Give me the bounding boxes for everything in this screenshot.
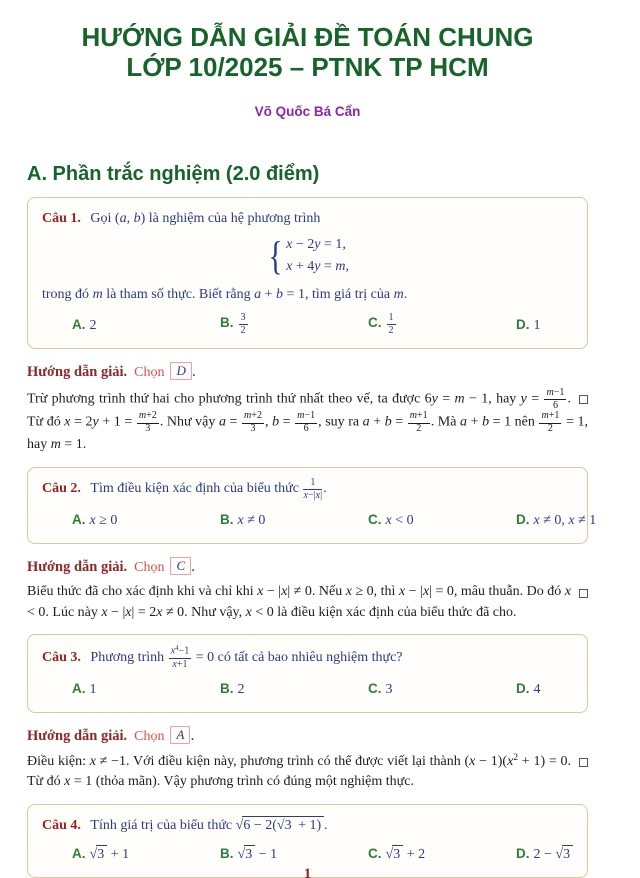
answer-option <box>72 315 220 336</box>
answer-option <box>368 313 516 337</box>
math-variable: a <box>119 211 127 227</box>
chosen-suffix: . <box>191 363 196 381</box>
math-sqrt: √6 − 2(√3 + 1) <box>236 816 325 833</box>
page-number: 1 <box>303 866 312 878</box>
option-value <box>386 311 397 336</box>
answer-option <box>72 844 220 865</box>
system-equation: x + 4y = m, <box>286 259 350 274</box>
solution-heading: Hướng dẫn giải. <box>27 364 128 381</box>
qed-square <box>579 395 588 404</box>
solution-text: Điều kiện: x ≠ −1. Với điều kiện này, phương trình có thể được viết lại thành $(x - 1)(x^2 + 1) = 0$. Từ đó x = 1 (thỏa mãn). Vậy phương trình có đúng một nghiệm thực. <box>27 751 588 793</box>
math-fraction: $\frac{1}{2}$ <box>388 311 394 336</box>
chosen-answer-box: A <box>170 726 190 744</box>
solution-heading: Hướng dẫn giải. <box>27 558 128 575</box>
answer-option <box>368 510 516 531</box>
math-variable: a <box>362 414 370 430</box>
math-fraction: $\frac{m+2}{3}$ <box>243 410 262 435</box>
chosen-answer-box: D <box>170 362 191 380</box>
math-variable: x <box>245 604 252 620</box>
math-variable: y <box>520 391 527 407</box>
option-letter: C. <box>368 680 382 696</box>
math-variable: x <box>507 753 514 769</box>
option-value: x ≠ 0 <box>237 512 266 528</box>
math-variable: a <box>460 414 468 430</box>
answer-option <box>516 510 596 531</box>
qed-square <box>579 758 588 767</box>
math-variable: y <box>431 391 438 407</box>
option-value: 2 <box>237 681 245 697</box>
math-sqrt: √3 <box>277 816 295 833</box>
math-variable: a <box>218 414 226 430</box>
math-variable: m <box>546 386 554 398</box>
answer-option <box>72 510 220 531</box>
answer-options <box>42 679 573 700</box>
chosen-label: Chọn <box>134 365 165 381</box>
page-title-line1: HƯỚNG DẪN GIẢI ĐỀ TOÁN CHUNG <box>81 22 534 52</box>
math-variable: x <box>89 753 96 769</box>
math-variable: x <box>101 604 108 620</box>
option-value: √3 + 2 <box>385 847 426 863</box>
option-letter: A. <box>72 846 86 862</box>
math-variable: x <box>170 645 176 657</box>
qed-square <box>579 589 588 598</box>
answer-option <box>516 679 573 700</box>
math-variable: b <box>482 414 490 430</box>
math-variable: m <box>92 286 103 302</box>
answer-option <box>220 679 368 700</box>
math-variable: x <box>398 584 406 599</box>
math-variable: x <box>315 489 321 501</box>
option-value: 4 <box>533 681 541 697</box>
question-box <box>27 197 588 349</box>
math-variable: x <box>286 259 293 274</box>
solution-text: Trừ phương trình thứ hai cho phương trình thứ nhất theo vế, ta được 6y = m − 1, hay y = $\frac{m-1}{6}$ . Từ đó x = 2y + 1 = $\frac{m+2}{3}$ . Như vậy a = $\frac{m+2}{3}$ , b = $\frac{m-1}{6}$ , suy ra a + b = $\frac{m+1}{2}$ . Mà a + b = 1 nên $\frac{m+1}{2}$ = 1, hay m = 1. <box>27 386 588 453</box>
math-fraction: $\frac{m-1}{6}$ <box>297 410 316 435</box>
math-variable: x <box>385 512 392 528</box>
equation-system <box>42 234 573 277</box>
answer-options <box>42 510 597 531</box>
solution-block <box>27 724 588 793</box>
chosen-label: Chọn <box>134 559 165 575</box>
option-letter: D. <box>516 317 530 333</box>
option-letter: A. <box>72 680 86 696</box>
answer-options <box>42 313 573 337</box>
solution-block <box>27 360 588 456</box>
math-variable: m <box>541 410 549 422</box>
math-fraction: $\frac{m+2}{3}$ <box>138 410 157 435</box>
option-letter: B. <box>220 680 234 696</box>
chosen-answer-box: C <box>170 557 191 575</box>
option-value: x ≠ 0, x ≠ 1 <box>533 512 597 528</box>
solution-block <box>27 555 588 624</box>
math-variable: a <box>254 286 262 302</box>
answer-option <box>72 679 220 700</box>
question-text: Gọi (a, b) là nghiệm của hệ phương trình <box>90 211 321 227</box>
answer-option <box>368 844 516 865</box>
option-letter: C. <box>368 511 382 527</box>
question-box <box>27 467 597 544</box>
math-superscript: 4 <box>175 645 179 653</box>
option-value: 2 <box>89 318 97 334</box>
solution-text: Biểu thức đã cho xác định khi và chỉ khi x − |x| ≠ 0. Nếu x ≥ 0, thì x − |x| = 0, mâu thuẫn. Do đó x < 0. Lúc này x − |x| = 2x ≠ 0. Như vậy, x < 0 là điều kiện xác định của biểu thức đã cho. <box>27 582 588 623</box>
answer-option <box>516 844 573 865</box>
option-letter: C. <box>368 846 382 862</box>
system-lines <box>286 234 349 277</box>
math-variable: m <box>243 410 252 422</box>
math-variable: x <box>64 774 71 790</box>
question-box <box>27 634 588 712</box>
math-variable: x <box>64 414 71 430</box>
page-title <box>27 22 588 82</box>
option-value: 2 − √3 <box>534 845 574 862</box>
math-variable: x <box>533 512 540 528</box>
math-variable: x <box>281 584 288 599</box>
answer-option <box>368 679 516 700</box>
math-variable: m <box>454 391 465 407</box>
math-variable: m <box>393 286 404 302</box>
math-variable: x <box>156 604 163 620</box>
question-label: Câu 2. <box>42 481 85 497</box>
option-letter: D. <box>516 511 530 527</box>
math-variable: x <box>568 512 575 528</box>
math-sqrt: √3 <box>90 845 108 862</box>
chosen-suffix: . <box>191 557 196 575</box>
math-fraction: $\frac{x^4-1}{x+1}$ <box>170 645 190 670</box>
math-variable: y <box>92 414 99 430</box>
option-letter: D. <box>516 846 530 862</box>
answer-options <box>42 844 573 865</box>
math-variable: b <box>272 414 280 430</box>
math-variable: m <box>297 410 305 422</box>
math-variable: m <box>409 410 417 422</box>
math-variable: x <box>125 604 132 620</box>
option-letter: D. <box>516 680 530 696</box>
option-value: x ≥ 0 <box>89 512 118 528</box>
answer-option <box>516 315 573 336</box>
math-variable: m <box>335 259 346 274</box>
math-fraction: $\frac{m-1}{6}$ <box>546 386 565 411</box>
option-value: 1 <box>533 318 541 334</box>
chosen-label: Chọn <box>134 728 165 744</box>
option-value: x < 0 <box>385 512 414 528</box>
math-variable: b <box>276 286 284 302</box>
option-value: 1 <box>89 681 97 697</box>
math-variable: b <box>133 211 141 227</box>
math-variable: y <box>314 237 321 253</box>
math-variable: x <box>286 237 293 253</box>
section-heading: A. Phần trắc nghiệm (2.0 điểm) <box>27 163 320 186</box>
option-value: 3 <box>385 681 393 697</box>
math-fraction: $\frac{m+1}{2}$ <box>409 410 428 435</box>
math-variable: x <box>89 512 96 528</box>
math-variable: x <box>422 584 430 599</box>
math-variable: x <box>564 584 572 599</box>
question-text: Tìm điều kiện xác định của biểu thức $\frac{1}{x-|x|}$ . <box>90 476 327 501</box>
answer-option <box>220 844 368 865</box>
option-letter: A. <box>72 511 86 527</box>
option-value: √3 − 1 <box>237 847 278 863</box>
math-variable: x <box>172 658 177 670</box>
math-fraction: $\frac{m+1}{2}$ <box>541 410 560 435</box>
math-variable: x <box>237 512 244 528</box>
math-variable: x <box>257 584 264 599</box>
option-value <box>238 311 249 336</box>
math-variable: x <box>303 489 308 501</box>
math-fraction: $\frac{1}{x-|x|}$ <box>303 476 323 501</box>
math-sqrt: √3 <box>386 845 404 862</box>
math-fraction: $\frac{3}{2}$ <box>240 311 246 336</box>
chosen-suffix: . <box>190 726 195 744</box>
question-text: Tính giá trị của biểu thức √6 − 2(√3 + 1) . <box>90 818 328 834</box>
answer-option <box>220 510 368 531</box>
option-letter: B. <box>220 511 234 527</box>
author-name: Võ Quốc Bá Cẩn <box>254 104 361 120</box>
question-text: Phương trình $\frac{x^4-1}{x+1}$ = 0 có tất cả bao nhiêu nghiệm thực? <box>90 645 403 670</box>
math-variable: m <box>138 410 147 422</box>
answer-option <box>220 313 368 337</box>
system-brace: { <box>268 233 283 278</box>
math-variable: x <box>469 753 476 769</box>
questions <box>27 197 597 878</box>
question-label: Câu 4. <box>42 818 85 834</box>
math-sqrt: √3 <box>555 845 573 862</box>
question-text-continued: trong đó m là tham số thực. Biết rằng a + b = 1, tìm giá trị của m. <box>42 286 408 302</box>
math-variable: x <box>345 584 352 599</box>
option-letter: A. <box>72 317 86 333</box>
question-label: Câu 1. <box>42 211 85 227</box>
math-sqrt: √3 <box>238 845 256 862</box>
math-variable: m <box>50 437 61 453</box>
option-letter: B. <box>220 315 234 331</box>
option-letter: B. <box>220 846 234 862</box>
option-value: √3 + 1 <box>89 847 130 863</box>
math-variable: b <box>384 414 392 430</box>
solution-heading: Hướng dẫn giải. <box>27 727 128 744</box>
math-variable: y <box>314 259 321 274</box>
math-superscript: 2 <box>513 752 519 763</box>
page-title-line2: LỚP 10/2025 – PTNK TP HCM <box>126 52 489 83</box>
option-letter: C. <box>368 315 382 331</box>
question-label: Câu 3. <box>42 650 85 666</box>
system-equation: x − 2y = 1, <box>286 237 346 253</box>
